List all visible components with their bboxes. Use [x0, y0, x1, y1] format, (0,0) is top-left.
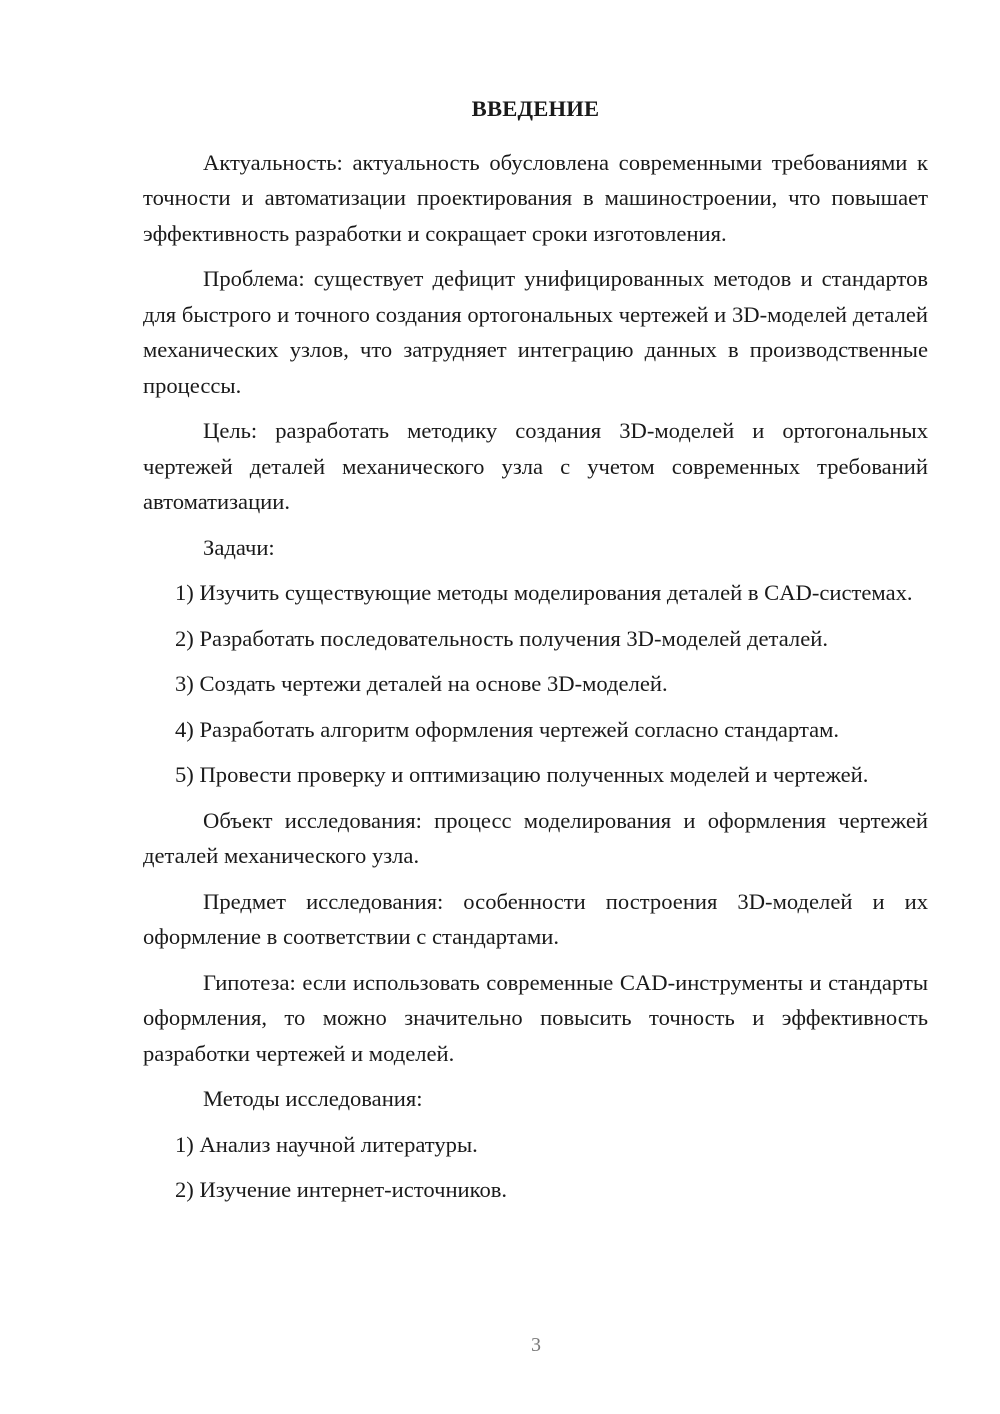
- task-item-2: 2) Разработать последовательность получения 3D-моделей деталей.: [175, 625, 828, 651]
- relevance-paragraph: Актуальность: актуальность обусловлена современными требованиями к точности и автоматизации проектирования в машиностроении, что повышает эффективность разработки и сокращает сроки изготовления.: [143, 149, 928, 246]
- method-item-1: 1) Анализ научной литературы.: [175, 1131, 478, 1157]
- task-item-5: 5) Провести проверку и оптимизацию полученных моделей и чертежей.: [175, 762, 869, 787]
- document-body: [143, 91, 928, 1218]
- methods-label: Методы исследования:: [203, 1086, 423, 1111]
- page-number: 3: [531, 1334, 541, 1356]
- task-item-4: 4) Разработать алгоритм оформления чертежей согласно стандартам.: [175, 716, 840, 742]
- task-item-1: 1) Изучить существующие методы моделирования деталей в CAD-системах.: [175, 580, 913, 605]
- method-item-2: 2) Изучение интернет-источников.: [175, 1177, 508, 1202]
- goal-paragraph: Цель: разработать методику создания 3D-моделей и ортогональных чертежей деталей механического узла с учетом современных требований автоматизации.: [143, 418, 928, 514]
- problem-paragraph: Проблема: существует дефицит унифицированных методов и стандартов для быстрого и точного создания ортогональных чертежей и 3D-моделей деталей механических узлов, что затрудняет интеграцию данных в производственные процессы.: [143, 266, 928, 398]
- subject-paragraph: Предмет исследования: особенности построения 3D-моделей и их оформление в соответствии с стандартами.: [143, 888, 928, 949]
- hypothesis-paragraph: Гипотеза: если использовать современные CAD-инструменты и стандарты оформления, то можно значительно повысить точность и эффективность разработки чертежей и моделей.: [143, 969, 928, 1066]
- page-title: ВВЕДЕНИЕ: [471, 96, 600, 121]
- object-paragraph: Объект исследования: процесс моделирования и оформления чертежей деталей механического узла.: [143, 807, 928, 868]
- task-item-3: 3) Создать чертежи деталей на основе 3D-моделей.: [175, 671, 668, 696]
- tasks-label: Задачи:: [203, 534, 275, 560]
